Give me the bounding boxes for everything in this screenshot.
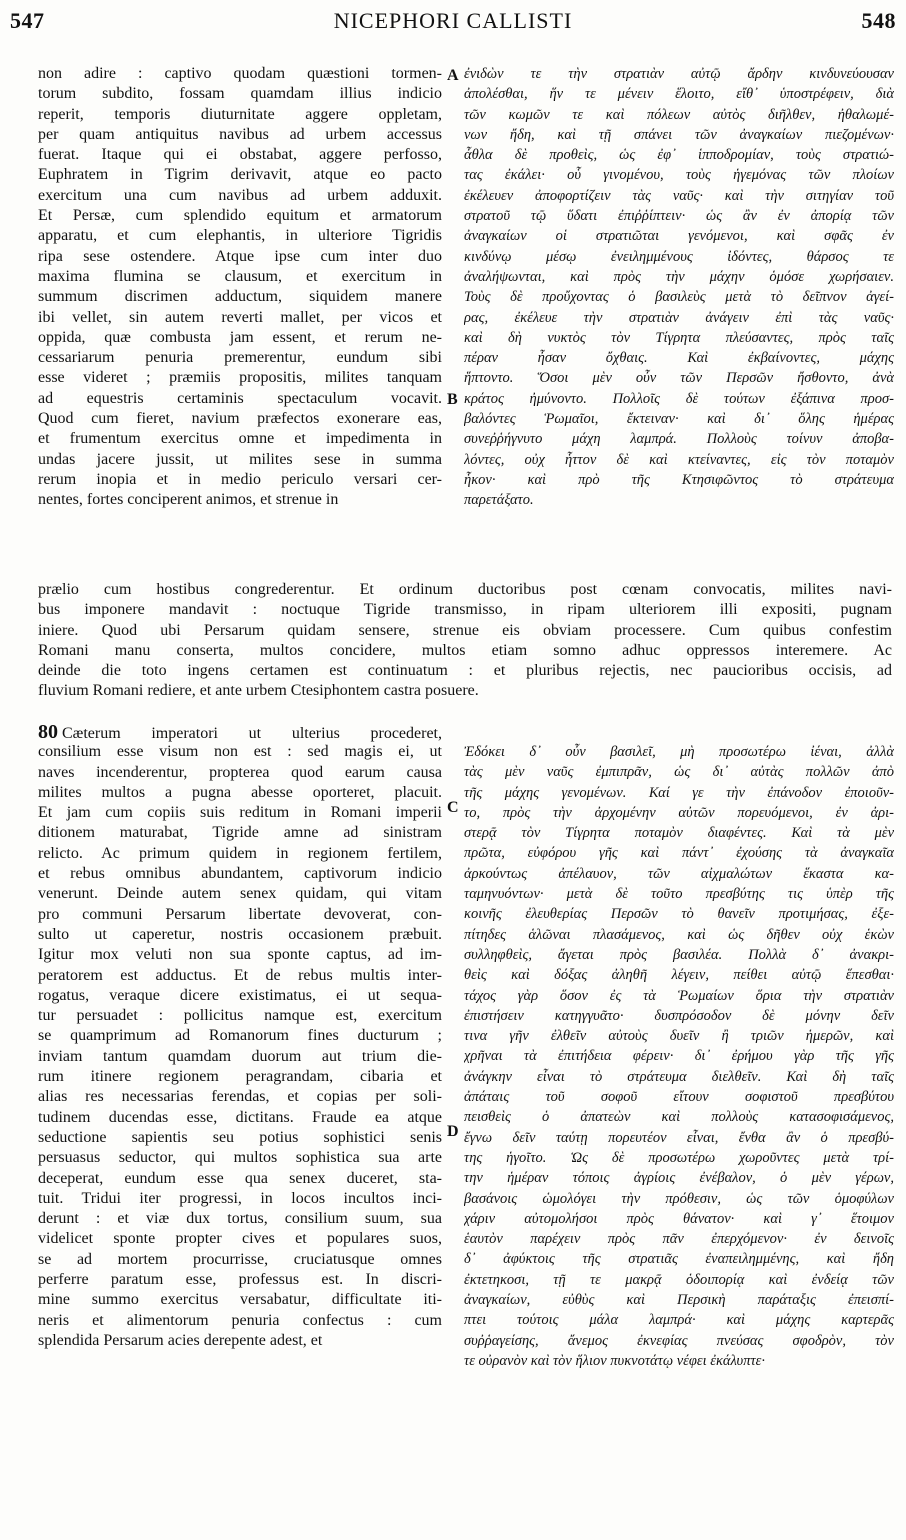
latin-line: tudinem ducendas esse, dictitans. Fraude ea atque: [38, 1108, 442, 1126]
greek-line: καὶ δὴ νυκτὸς τὸν Τίγρητα πλεύσαντες, πρὸς ταῖς: [464, 329, 894, 346]
latin-line: iniere. Quod ubi Persarum quidam sensere, strenue eis obviam processere. Cum quibus confestim: [38, 621, 892, 639]
greek-line: παρετάξατο.: [464, 492, 534, 509]
greek-line: ἀναγκαίων, εὐθὺς καὶ Περσικὴ παράταξις ἐπεισπί-: [464, 1292, 894, 1309]
latin-line: nentes, fortes conciperent animos, et strenue in: [38, 491, 339, 509]
section-number: 80: [38, 722, 58, 743]
greek-line: κράτος ἠμύνοντο. Πολλοῖς δὲ τούτων ἐξάπινα προσ-: [464, 390, 894, 407]
greek-line: ἐνιδὼν τε τὴν στρατιὰν αὐτῷ ἄρδην κινδυνεύουσαν: [464, 66, 894, 82]
latin-line: persuasus seductor, qui multos sophistica sua arte: [38, 1149, 442, 1167]
latin-line: deceperat, eundum esse qua senex duceret, sta-: [38, 1169, 442, 1187]
margin-marker-b: B: [447, 391, 458, 408]
greek-line: συῤῥαγείσης, ἄνεμος ἐκνεφίας πνεύσας σφοδρὸν, τὸν: [464, 1332, 894, 1349]
greek-line: ἐπιστήσειν κατηγγυᾶτο· δυσπρόσοδον δὲ μόνην δεῖν: [464, 1007, 894, 1024]
latin-line: mine summo exercitus versabatur, difficultate iti-: [38, 1291, 442, 1309]
latin-line: tuit. Tridui iter progressi, in locos incultos inci-: [38, 1189, 442, 1207]
greek-line: χάριν αὐτομολήσοι πρὸς θάνατον· καὶ γ᾽ ἕτοιμον: [464, 1210, 894, 1227]
latin-line: Et jam cum copiis suis reditum in Romani imperii: [38, 804, 442, 822]
latin-line: oppida, quæ combusta jam essent, et rerum ne-: [38, 328, 442, 346]
latin-line: cessariarum penuria premerentur, eundum sibi: [38, 349, 442, 367]
latin-line: rerum inopia et in medio periculo versari cer-: [38, 470, 442, 488]
greek-line: ἥπτοντο. Ὅσοι μὲν οὖν τῶν Περσῶν ἤσθοντο, ἀνὰ: [464, 370, 894, 387]
latin-column-bottom: [38, 722, 442, 1351]
latin-line: ad equestris certaminis spectaculum vocavit.: [38, 389, 442, 407]
latin-line: Et Persæ, cum splendido equitum et armatorum: [38, 207, 442, 225]
latin-line: sulto ut caperetur, nostris occasionem præbuit.: [38, 925, 442, 943]
page-number-left: 547: [10, 8, 45, 33]
latin-line: ibi vellet, sin autem reverti mallet, per vicos et: [38, 308, 442, 326]
latin-line: naves incenderentur, propterea quod earum causa: [38, 763, 442, 781]
latin-line: Quod cum fieret, navium præfectos exonerare eas,: [38, 410, 442, 428]
greek-line: Τοὺς δὲ προὔχοντας ὁ βασιλεὺς μετὰ τὸ δεῖπνον ἀγεί-: [464, 289, 894, 306]
greek-line: τινα γῆν ἐλθεῖν αὐτοὺς δυεῖν ἢ τριῶν ἡμερῶν, καὶ: [464, 1028, 894, 1045]
greek-line: λόντες, οὐχ ἧττον δὲ καὶ κτείναντες, εἰς τὸν ποταμὸν: [464, 451, 894, 468]
greek-line: χρῆναι τὰ ἐπιτήδεια φέρειν· δι᾽ ἐρήμου γὰρ τῆς γῆς: [464, 1048, 894, 1065]
greek-line: ἀπολέσθαι, ἥν τε μένειν ἕλοιτο, εἴθ᾽ ὑποστρέφειν, διὰ: [464, 86, 894, 103]
greek-line: ἀπάταις τοῦ σοφοῦ εἴτουν σοφιστοῦ πρεσβύτου: [464, 1089, 894, 1106]
latin-line: undas jacere jussit, ut milites sese in summa: [38, 450, 442, 468]
greek-line: ἐκτετηκοσι, τῇ τε μακρᾷ ὁδοιπορίᾳ καὶ ἐνδείᾳ τῶν: [464, 1271, 894, 1288]
latin-line: videlicet sponte propter cives et populares suos,: [38, 1230, 442, 1248]
greek-line: πίτηδες ἁλῶναι πλασάμενος, καὶ ὡς δῆθεν οὐχ ἑκὼν: [464, 926, 894, 943]
greek-line: ἀναλήψωνται, καὶ πρὸς τὴν μάχην ὁμόσε χωρήσαιεν.: [464, 268, 894, 285]
latin-line: summum discrimen adductum, siquidem manere: [38, 288, 442, 306]
greek-line: θεὶς καὶ δόξας ἀληθῆ λέγειν, πείθει αὐτῷ ἕπεσθαι·: [464, 967, 894, 984]
latin-full-width-paragraph: [38, 580, 892, 702]
greek-line: τε οὐρανὸν καὶ τὸν ἥλιον πυκνοτάτῳ νέφει ἐκάλυπτε·: [464, 1352, 766, 1369]
latin-line: venerunt. Deinde autem senex quidam, qui vitam: [38, 885, 442, 903]
latin-line: peratorem est adductus. Et de rebus multis inter-: [38, 966, 442, 984]
latin-line: et frumentum exercitus omne et impedimenta in: [38, 430, 442, 448]
margin-marker-c: C: [447, 799, 459, 816]
latin-line: rogatus, veraque dicere existimatus, ei ut sequa-: [38, 986, 442, 1004]
greek-line: της ἡγοῖτο. Ὡς δὲ προσωτέρω χωροῦντες μετὰ τρί-: [464, 1149, 894, 1166]
latin-line: prælio cum hostibus congrederentur. Et ordinum ductoribus post cœnam convocatis, milites navi-: [38, 581, 892, 598]
greek-line: κινδύνῳ μέσῳ ἐνειλημμένους ἰδόντες, θάρσος τε: [464, 248, 894, 265]
latin-line: ripa sese ostendere. Atque ipse cum inter duo: [38, 247, 442, 265]
greek-line: το, πρὸς τὴν ἀρχομένην αὐτῶν πορευόμενοι, ἐν ἀρι-: [464, 804, 894, 821]
latin-line: fuerat. Itaque qui ei obstabat, aggere perfosso,: [38, 146, 442, 164]
greek-line: ἧκον· καὶ πρὸ τῆς Κτησιφῶντος τὸ στράτευμα: [464, 471, 894, 488]
latin-line: relicto. Ac primum quidem in regionem fertilem,: [38, 844, 442, 862]
greek-line: νων ἤδη, καὶ τῇ σπάνει τῶν ἀναγκαίων πιεζομένων·: [464, 126, 894, 143]
latin-line: maxima flumina se clausum, et exercitum in: [38, 267, 442, 285]
greek-line: πεισθεὶς ὁ ἀπατεὼν καὶ πολλοὺς κατασοφισάμενος,: [464, 1109, 894, 1126]
greek-line: ἔγνω δεῖν ταύτῃ πορευτέον εἶναι, ἔνθα ἂν ὁ πρεσβύ-: [464, 1129, 894, 1146]
greek-line: στερᾷ τὸν Τίγρητα ποταμὸν διαφέντες. Καὶ τὰ μὲν: [464, 825, 894, 842]
latin-line: non adire : captivo quodam quæstioni tormen-: [38, 65, 442, 82]
greek-line: ἆθλα δὲ προθεὶς, ὡς ἐφ᾽ ἱπποδρομίαν, τοὺς στρατιώ-: [464, 147, 894, 164]
greek-line: τάχος γὰρ ὅσον ἐς τὰ Ῥωμαίων ὅρια τὴν στρατιὰν: [464, 987, 894, 1004]
greek-line: συλληφθεὶς, ἄγεται πρὸς βασιλέα. Πολλὰ δ᾽ ἀνακρι-: [464, 946, 894, 963]
latin-line: reperit, temporis diuturnitate aggere oppletam,: [38, 105, 442, 123]
greek-line: τὰς μὲν ναῦς ἐμπιπρᾶν, ὡς δι᾽ αὐτὰς πολλῶν ἀπὸ: [464, 764, 894, 781]
greek-line: πρῶτα, εὐφόρου γῆς καὶ πάντ᾽ ἐχούσης τὰ ἀναγκαῖα: [464, 845, 894, 862]
greek-line: ἀναγκαίων οἱ στρατιῶται γενόμενοι, καὶ σφᾶς ἐν: [464, 228, 894, 245]
latin-line: alias res necessarias ferendas, et copias per soli-: [38, 1088, 442, 1106]
margin-marker-a: A: [447, 67, 459, 84]
latin-line: Igitur mox veluti non sua sponte captus, ad im-: [38, 946, 442, 964]
latin-line: et rebus omnibus abundantem, captivorum indicio: [38, 865, 442, 883]
margin-marker-d: D: [447, 1123, 459, 1140]
latin-line: consilium esse visum non est : sed magis ei, ut: [38, 743, 442, 761]
latin-line: ditionem maturabat, Tigride amne ad sinistram: [38, 824, 442, 842]
greek-line: τῶν κωμῶν τε καὶ πόλεων αὐτὸς διῆλθεν, ἠθαλωμέ-: [464, 106, 894, 123]
latin-bottom-first-line: [38, 722, 442, 742]
latin-line: milites multos a pugna abesse oporteret, placuit.: [38, 783, 442, 801]
latin-column-top: [38, 64, 442, 511]
latin-line: se quamprimum ad Romanorum fines ducturum ;: [38, 1027, 442, 1045]
latin-line: fluvium Romani rediere, et ante urbem Ctesiphontem castra posuere.: [38, 682, 479, 700]
greek-line: ταμηνυόντων· μετὰ δὲ τοῦτο πρεσβύτης τις ὑπὲρ τῆς: [464, 886, 894, 903]
greek-line: Ἐδόκει δ᾽ οὖν βασιλεῖ, μὴ προσωτέρω ἰέναι, ἀλλὰ: [464, 744, 894, 760]
greek-line: ἐκέλευεν ἀποφορτίζειν τὰς ναῦς· καὶ τὴν σιτηγίαν τοῦ: [464, 187, 894, 204]
latin-line: splendida Persarum acies derepente adest, et: [38, 1331, 323, 1349]
greek-line: κοινῆς ἐλευθερίας Περσῶν τὸ θανεῖν προτιμήσας, ἐξε-: [464, 906, 894, 923]
latin-line: tur persuadet : pollicitus namque est, exercitum: [38, 1007, 442, 1025]
latin-line: se ad mortem procurrisse, cruciatusque omnes: [38, 1250, 442, 1268]
greek-column-bottom: [464, 742, 894, 1371]
greek-line: ἀνάγκην εἶναι τὸ στράτευμα διελθεῖν. Καὶ δὴ ταῖς: [464, 1068, 894, 1085]
greek-column-top: [464, 64, 894, 511]
page-number-right: 548: [861, 8, 896, 33]
latin-line: esse videret ; præmiis propositis, milites tanquam: [38, 369, 442, 387]
latin-line: exercitum una cum navibus ad urbem adduxit.: [38, 186, 442, 204]
latin-line: Euphratem in Tigrim derivavit, atque eo pacto: [38, 166, 442, 184]
greek-line: τας ἐκάλει· οὗ γινομένου, τοὺς ἡγεμόνας τῶν πλοίων: [464, 167, 894, 184]
latin-line: perferre paratum esse, professus est. In discri-: [38, 1271, 442, 1289]
greek-line: ρας, ἐκέλευε τὴν στρατιὰν ἀνάγειν ἐπὶ τὰς ναῦς·: [464, 309, 894, 326]
greek-line: πτει τούτοις μάλα λαμπρά· καὶ μάχης καρτερᾶς: [464, 1312, 894, 1329]
greek-line: τῆς μάχης γενομένων. Καί γε τὴν ἐπάνοδον ἐποιοῦν-: [464, 784, 894, 801]
greek-line: βασάνοις ὡμολόγει τὴν πρόθεσιν, ὡς τῶν ὁμοφύλων: [464, 1190, 894, 1207]
latin-line: inviam tantum quamdam duorum aut trium die-: [38, 1047, 442, 1065]
latin-line: apparatu, et cum elephantis, in ulteriore Tigridis: [38, 227, 442, 245]
running-title: NICEPHORI CALLISTI: [333, 8, 573, 33]
latin-line: bus imponere mandavit : noctuque Tigride transmisso, in ripam ulteriorem illi expositi, pugnam: [38, 601, 892, 619]
latin-line: seductione sapientis seu potius sophistici senis: [38, 1128, 442, 1146]
greek-line: συνεῤῥήγνυτο μάχη λαμπρά. Πολλοὺς τοίνυν ἀποβα-: [464, 431, 894, 448]
greek-line: βαλόντες Ῥωμαῖοι, ἔκτειναν· καὶ δι᾽ ὅλης ἡμέρας: [464, 411, 894, 428]
latin-line: neris et alimentorum penuria confectus : cum: [38, 1311, 442, 1329]
latin-line: pro communi Persarum libertate devoverat, con-: [38, 905, 442, 923]
greek-line: πέραν ἦσαν ὄχθαις. Καὶ ἐκβαίνοντες, μάχης: [464, 350, 894, 367]
latin-line: per quam antiquitus navibus ad urbem accessus: [38, 125, 442, 143]
latin-line: torum subdito, fossam quamdam illius indicio: [38, 85, 442, 103]
greek-line: ἀρκούντως ἀπέλαυον, τῶν αἰχμαλώτων ἕκαστα κα-: [464, 865, 894, 882]
greek-line: ἑαυτὸν παρέχειν πρὸς πᾶν ἐπερχόμενον· ἐν δεινοῖς: [464, 1231, 894, 1248]
latin-line: rum itinere regionem peragrandam, cibaria et: [38, 1068, 442, 1086]
greek-line: δ᾽ ἀφύκτοις τῆς στρατιᾶς ἐναπειλημμένης, καὶ ἤδη: [464, 1251, 894, 1268]
latin-line: deinde die toto ingens certamen est continuatum : et pluribus rejectis, nec paucioribus occisis, ad: [38, 662, 892, 680]
latin-line: Romani manu conserta, multos concidere, multos etiam somno adhuc oppressos interemere. Ac: [38, 641, 892, 659]
latin-line: derunt : et viæ dux tortus, consilium suum, sua: [38, 1210, 442, 1228]
greek-line: την ἡμέραν τόποις ἀγρίοις ἐνέβαλον, ὁ μὲν γέρων,: [464, 1170, 894, 1187]
greek-line: στρατοῦ τῷ ὕδατι ἐπιῤῥίπτειν· ὡς ἂν ἐν ἀπορίᾳ τῶν: [464, 208, 894, 225]
latin-bottom-first-text: Cæterum imperatori ut ulterius procederet,: [62, 725, 442, 742]
